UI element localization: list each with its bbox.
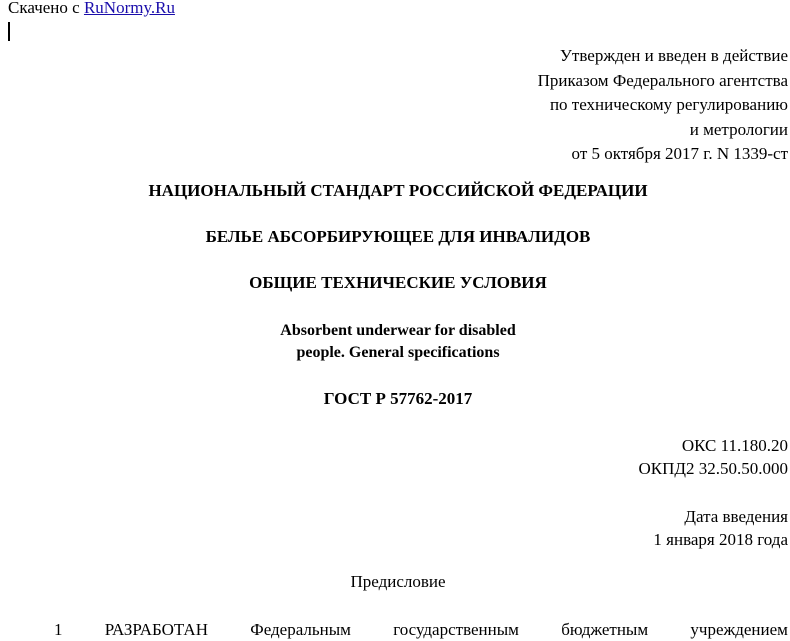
approval-line: от 5 октября 2017 г. N 1339-ст bbox=[571, 144, 788, 163]
text-cursor bbox=[8, 22, 10, 41]
national-standard-title: НАЦИОНАЛЬНЫЙ СТАНДАРТ РОССИЙСКОЙ ФЕДЕРАЦИИ bbox=[148, 181, 648, 200]
paragraph-word: РАЗРАБОТАН bbox=[104, 620, 208, 639]
approval-block bbox=[538, 44, 788, 167]
introduction-date-label: Дата введения bbox=[684, 507, 788, 526]
paragraph-word: государственным bbox=[393, 620, 519, 639]
introduction-date-value: 1 января 2018 года bbox=[653, 530, 788, 549]
english-title-line: people. General specifications bbox=[296, 344, 500, 361]
english-title-line: Absorbent underwear for disabled bbox=[280, 322, 516, 339]
source-prefix: Скачено с bbox=[8, 0, 80, 17]
preface-item-1 bbox=[54, 619, 788, 641]
document-subtitle: ОБЩИЕ ТЕХНИЧЕСКИЕ УСЛОВИЯ bbox=[249, 273, 547, 292]
introduction-date bbox=[653, 505, 788, 551]
product-title: БЕЛЬЕ АБСОРБИРУЮЩЕЕ ДЛЯ ИНВАЛИДОВ bbox=[205, 227, 591, 246]
paragraph-word: учреждением bbox=[690, 620, 788, 639]
oks-code: ОКС 11.180.20 bbox=[681, 436, 788, 455]
approval-line: по техническому регулированию bbox=[549, 95, 788, 114]
source-link[interactable]: RuNormy.Ru bbox=[83, 0, 175, 17]
classification-codes bbox=[639, 434, 789, 480]
gost-designation: ГОСТ Р 57762-2017 bbox=[323, 389, 473, 408]
english-title bbox=[0, 320, 790, 364]
paragraph-word: 1 bbox=[54, 620, 63, 639]
preface-heading: Предисловие bbox=[350, 572, 446, 591]
okpd2-code: ОКПД2 32.50.50.000 bbox=[638, 459, 788, 478]
paragraph-word: Федеральным bbox=[250, 620, 351, 639]
approval-line: и метрологии bbox=[689, 119, 788, 139]
source-line bbox=[8, 0, 175, 18]
approval-line: Утвержден и введен в действие bbox=[559, 46, 788, 65]
approval-line: Приказом Федерального агентства bbox=[537, 70, 788, 90]
paragraph-word: бюджетным bbox=[561, 620, 649, 639]
